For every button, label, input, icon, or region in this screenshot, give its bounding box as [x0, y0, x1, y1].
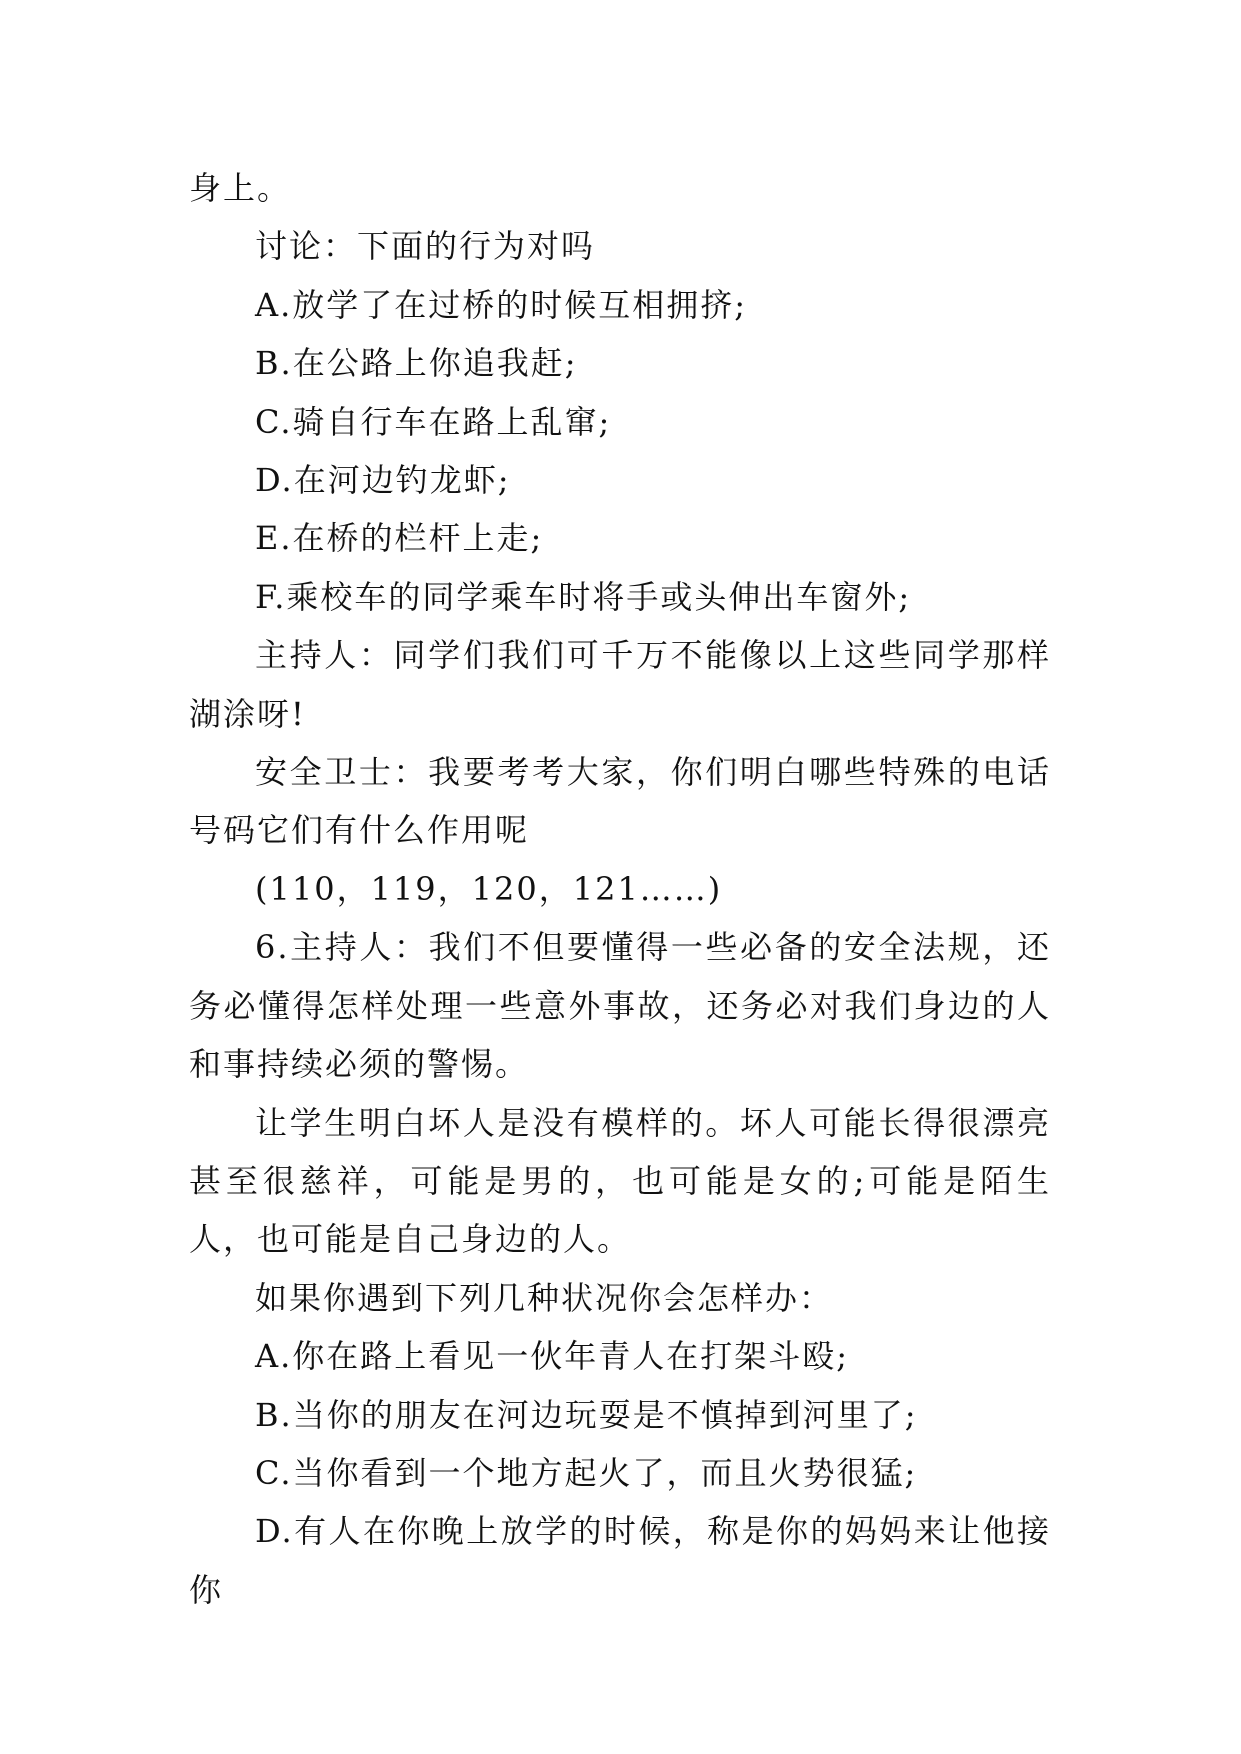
list-item-c: C.骑自行车在路上乱窜; — [255, 402, 612, 441]
scenario-item-a: A.你在路上看见一伙年青人在打架斗殴; — [255, 1337, 850, 1376]
list-item-d: D.在河边钓龙虾; — [255, 461, 511, 500]
emergency-numbers: (110，119，120，121……) — [255, 869, 723, 908]
scenario-item-d: D.有人在你晚上放学的时候，称是你的妈妈来让他接你 — [189, 1512, 1051, 1609]
document-body — [189, 159, 1051, 1619]
safety-guard-question: 安全卫士：我要考考大家，你们明白哪些特殊的电话号码它们有什么作用呢 — [189, 753, 1051, 850]
scenario-item-c: C.当你看到一个地方起火了，而且火势很猛; — [255, 1453, 918, 1492]
host-remark: 主持人：同学们我们可千万不能像以上这些同学那样湖涂呀! — [189, 636, 1051, 733]
list-item-a: A.放学了在过桥的时候互相拥挤; — [255, 285, 748, 324]
scenario-prompt: 如果你遇到下列几种状况你会怎样办： — [255, 1278, 834, 1317]
list-item-e: E.在桥的栏杆上走; — [255, 519, 544, 558]
list-item-b: B.在公路上你追我赶; — [255, 344, 578, 383]
discussion-prompt: 讨论：下面的行为对吗 — [255, 227, 596, 266]
host-section-6: 6.主持人：我们不但要懂得一些必备的安全法规，还务必懂得怎样处理一些意外事故，还务必对我们身边的人和事持续必须的警惕。 — [189, 928, 1051, 1084]
scenario-item-b: B.当你的朋友在河边玩耍是不慎掉到河里了; — [255, 1395, 918, 1434]
paragraph-continuation: 身上。 — [189, 169, 292, 207]
list-item-f: F.乘校车的同学乘车时将手或头伸出车窗外; — [255, 577, 912, 616]
bad-people-paragraph: 让学生明白坏人是没有模样的。坏人可能长得很漂亮甚至很慈祥，可能是男的，也可能是女的;可能是陌生人，也可能是自己身边的人。 — [189, 1103, 1051, 1259]
